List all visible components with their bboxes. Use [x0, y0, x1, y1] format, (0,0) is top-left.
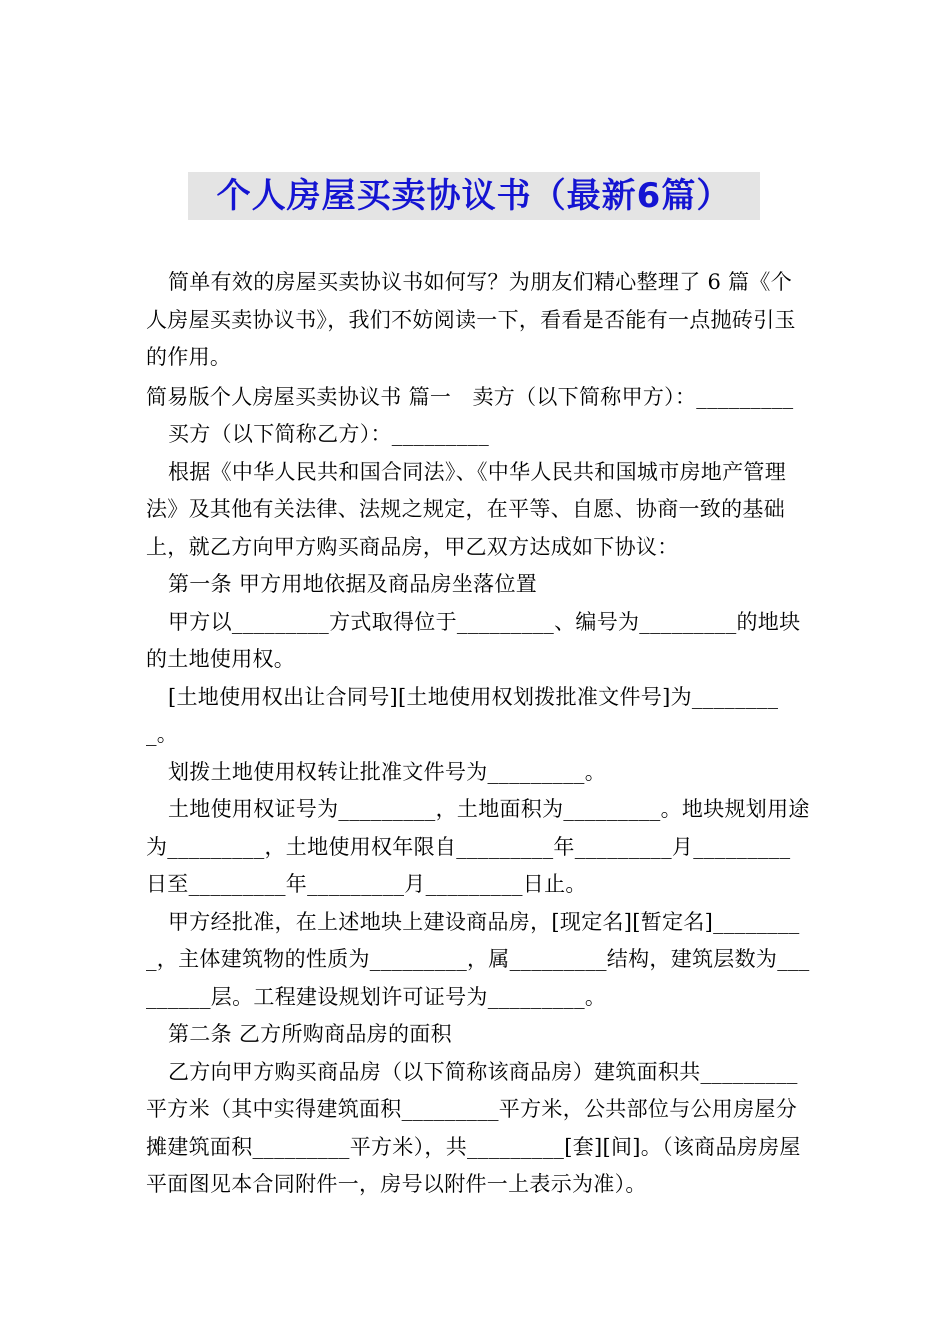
section-heading-seller: 简易版个人房屋买卖协议书 篇一 卖方（以下简称甲方）：_________ [146, 384, 794, 409]
buyer-line: 买方（以下简称乙方）：_________ [168, 422, 489, 446]
land-contract-number-line: [土地使用权出让合同号][土地使用权划拨批准文件号]为_________。 [146, 684, 779, 746]
construction-approval-paragraph: 甲方经批准，在上述地块上建设商品房，[现定名][暂定名]_________，主体建筑物的性质为_________，属_________结构，建筑层数为_________层。工程建设规划许可证号为_________。 [146, 909, 810, 1009]
article-one-heading: 第一条 甲方用地依据及商品房坐落位置 [168, 572, 538, 596]
document-title: 个人房屋买卖协议书（最新6篇） [216, 176, 732, 216]
land-certificate-paragraph: 土地使用权证号为_________，土地面积为_________。地块规划用途为_________，土地使用权年限自_________年_________月_________日至_________年_________月_________日止。 [146, 797, 810, 896]
area-paragraph: 乙方向甲方购买商品房（以下简称该商品房）建筑面积共_________平方米（其中实得建筑面积_________平方米，公共部位与公用房屋分摊建筑面积_________平方米），共_________[套][间]。（该商品房房屋平面图见本合同附件一，房号以附件一上表示为准）。 [146, 1059, 801, 1196]
intro-paragraph: 简单有效的房屋买卖协议书如何写？为朋友们精心整理了 6 篇《个人房屋买卖协议书》，我们不妨阅读一下，看看是否能有一点抛砖引玉的作用。 [146, 270, 796, 369]
title-highlight [188, 172, 760, 220]
document-body [146, 264, 810, 1204]
land-acquisition-paragraph: 甲方以_________方式取得位于_________、编号为_________的地块的土地使用权。 [146, 609, 801, 671]
transfer-approval-line: 划拨土地使用权转让批准文件号为_________。 [168, 759, 606, 784]
article-two-heading: 第二条 乙方所购商品房的面积 [168, 1022, 452, 1046]
legal-basis-paragraph: 根据《中华人民共和国合同法》、《中华人民共和国城市房地产管理法》及其他有关法律、法规之规定，在平等、自愿、协商一致的基础上，就乙方向甲方购买商品房，甲乙双方达成如下协议： [146, 459, 786, 559]
